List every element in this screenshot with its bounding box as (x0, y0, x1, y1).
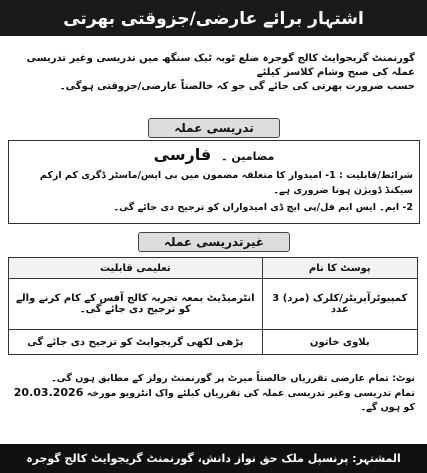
table-header-row (9, 258, 418, 279)
notes-section (10, 372, 415, 415)
intro-line-1: گورنمنٹ گریجوایٹ کالج گوجرہ ضلع ٹوبہ ٹیک سنگھ میں تدریسی وغیر تدریسی عملہ کی صبح وشام کلاسز کیلئے (26, 53, 415, 78)
advertiser-text: المشتہر: پرنسپل ملک حق نواز دانش، گورنمنٹ گریجوایٹ کالج گوجرہ (26, 452, 401, 465)
table-row (9, 330, 418, 355)
teaching-box (8, 140, 420, 224)
note-2-start: تمام تدریسی وغیر تدریسی عملہ کی تقرریاں کیلئے واک انٹرویو مورخہ (86, 388, 415, 399)
intro-paragraph (10, 52, 415, 94)
teaching-heading (148, 118, 280, 138)
note-2 (10, 386, 415, 415)
ad-title: اشتہار برائے عارضی/جزوقتی بھرتی (63, 8, 364, 29)
subjects-line (9, 141, 419, 164)
col-post-header: پوسٹ کا نام (262, 258, 417, 279)
post-cell: بلاوی خاتون (262, 330, 417, 355)
subject-name: فارسی (153, 145, 212, 164)
non-teaching-heading-text: غیرتدریسی عملہ (163, 235, 265, 249)
subjects-label: مضامین ۔ (221, 150, 275, 163)
intro-line-2: حسب ضرورت بھرتی کی جائے گی جو کہ خالصتاً عارضی/جزوقتی ہوگی۔ (59, 81, 415, 92)
col-qualification-header: تعلیمی قابلیت (9, 258, 263, 279)
non-teaching-heading (138, 232, 290, 252)
interview-date: 20.03.2026 (13, 386, 84, 399)
ad-title-banner (0, 0, 427, 36)
requirement-2: 2- ایم۔ ایس ایم فل/پی ایچ ڈی امیدواران کو ترجیح دی جائے گی۔ (113, 202, 413, 213)
qualification-cell: پڑھی لکھی گریجوایٹ کو ترجیح دی جائے گی (9, 330, 263, 355)
post-cell: کمپیوٹرآپریٹر/کلرک (مرد) 3 عدد (262, 279, 417, 330)
table-row (9, 279, 418, 330)
note-2-end: کو ہوں گے۔ (360, 402, 415, 413)
qualification-cell: انٹرمیڈیٹ بمعہ تجربہ کالج آفس کے کام کرنے والے کو ترجیح دی جائے گی۔ (9, 279, 263, 330)
note-1: نوٹ: تمام عارضی تقرریاں خالصتاً میرٹ پر گورنمنٹ رولز کے مطابق ہوں گی۔ (51, 373, 415, 384)
advertiser-footer (0, 444, 427, 473)
requirement-1: شرائط/قابلیت : 1- امیدوار کا متعلقہ مضمون میں بی ایس/ماسٹر ڈگری کم ازکم سیکنڈ ڈویژن ہونا ضروری ہے۔ (39, 170, 413, 196)
positions-table (8, 257, 418, 355)
teaching-heading-text: تدریسی عملہ (174, 121, 254, 135)
